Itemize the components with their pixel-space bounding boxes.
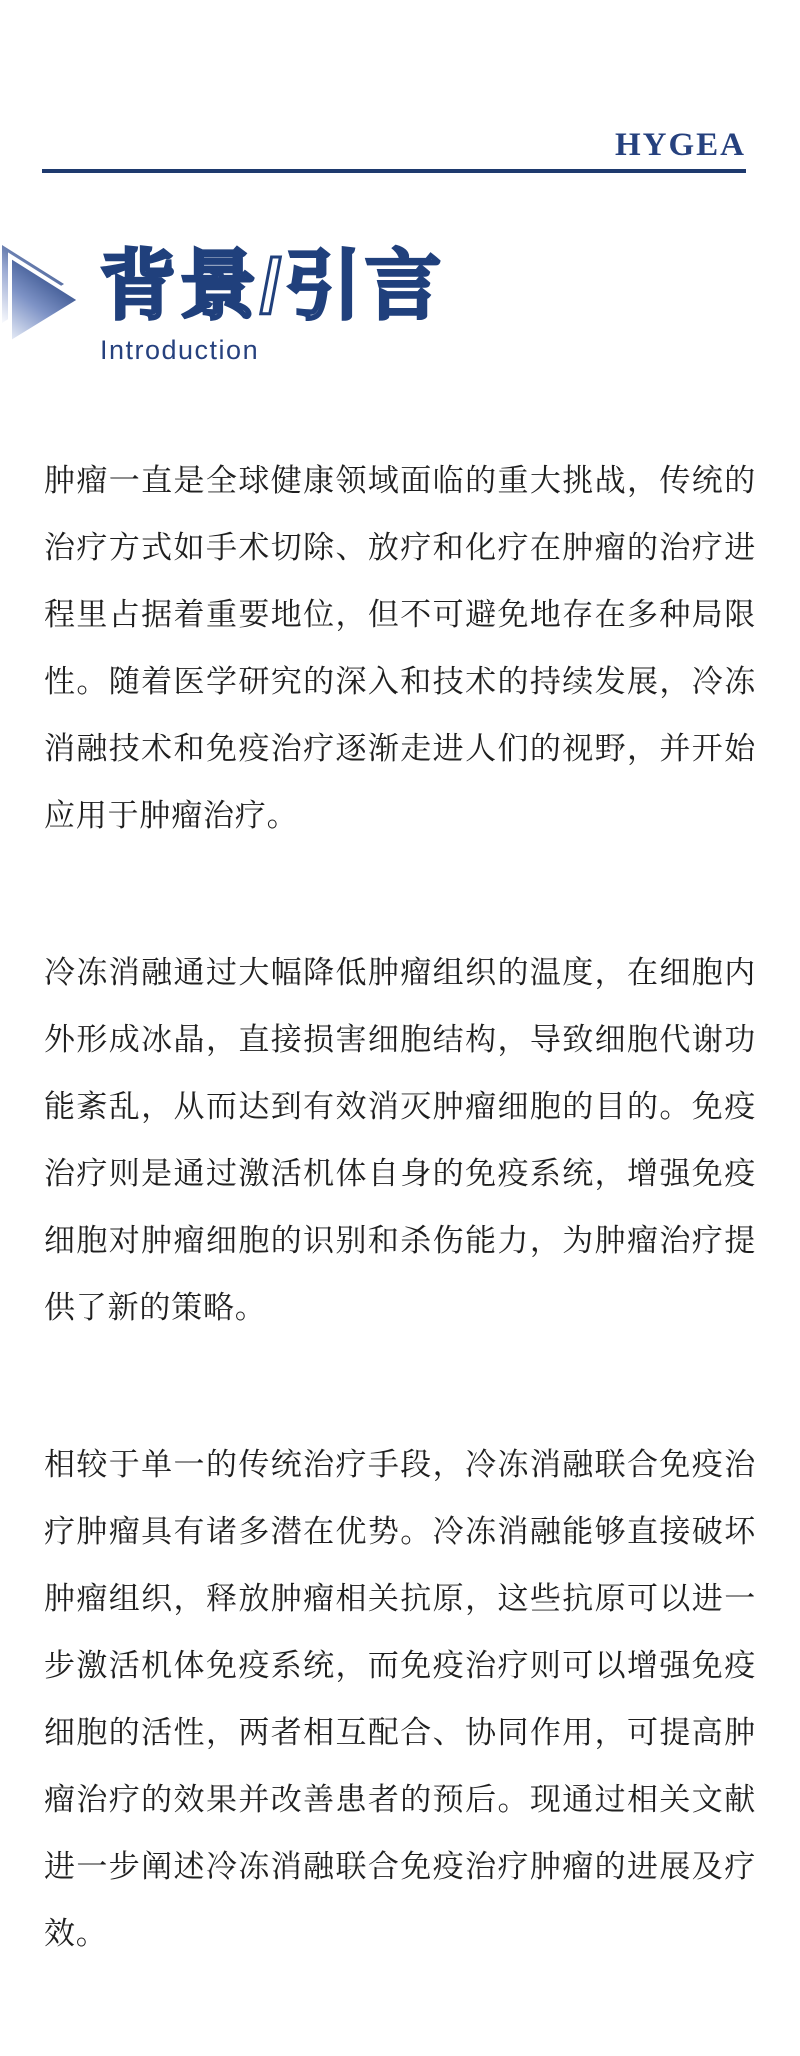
- paragraph-2: 冷冻消融通过大幅降低肿瘤组织的温度，在细胞内外形成冰晶，直接损害细胞结构，导致细胞代谢功能紊乱，从而达到有效消灭肿瘤细胞的目的。免疫治疗则是通过激活机体自身的免疫系统，增强免疫细胞对肿瘤细胞的识别和杀伤能力，为肿瘤治疗提供了新的策略。: [44, 955, 756, 1325]
- section-titles: [100, 241, 445, 367]
- brand-logo: HYGEA: [614, 127, 746, 163]
- section-title-en: Introduction: [100, 335, 260, 365]
- paragraph-3: 相较于单一的传统治疗手段，冷冻消融联合免疫治疗肿瘤具有诸多潜在优势。冷冻消融能够直接破坏肿瘤组织，释放肿瘤相关抗原，这些抗原可以进一步激活机体免疫系统，而免疫治疗则可以增强免疫细胞的活性，两者相互配合、协同作用，可提高肿瘤治疗的效果并改善患者的预后。现通过相关文献进一步阐述冷冻消融联合免疫治疗肿瘤的进展及疗效。: [44, 1447, 756, 1951]
- section-title-zh: 背景/引言: [100, 244, 446, 329]
- header-divider-line: [42, 169, 746, 173]
- page-header: [0, 0, 800, 173]
- paragraph-1: 肿瘤一直是全球健康领域面临的重大挑战，传统的治疗方式如手术切除、放疗和化疗在肿瘤的治疗进程里占据着重要地位，但不可避免地存在多种局限性。随着医学研究的深入和技术的持续发展，冷冻消融技术和免疫治疗逐渐走进人们的视野，并开始应用于肿瘤治疗。: [44, 463, 756, 833]
- article-body: [44, 447, 756, 1967]
- chevron-right-icon: [0, 243, 84, 345]
- section-header: [0, 241, 800, 367]
